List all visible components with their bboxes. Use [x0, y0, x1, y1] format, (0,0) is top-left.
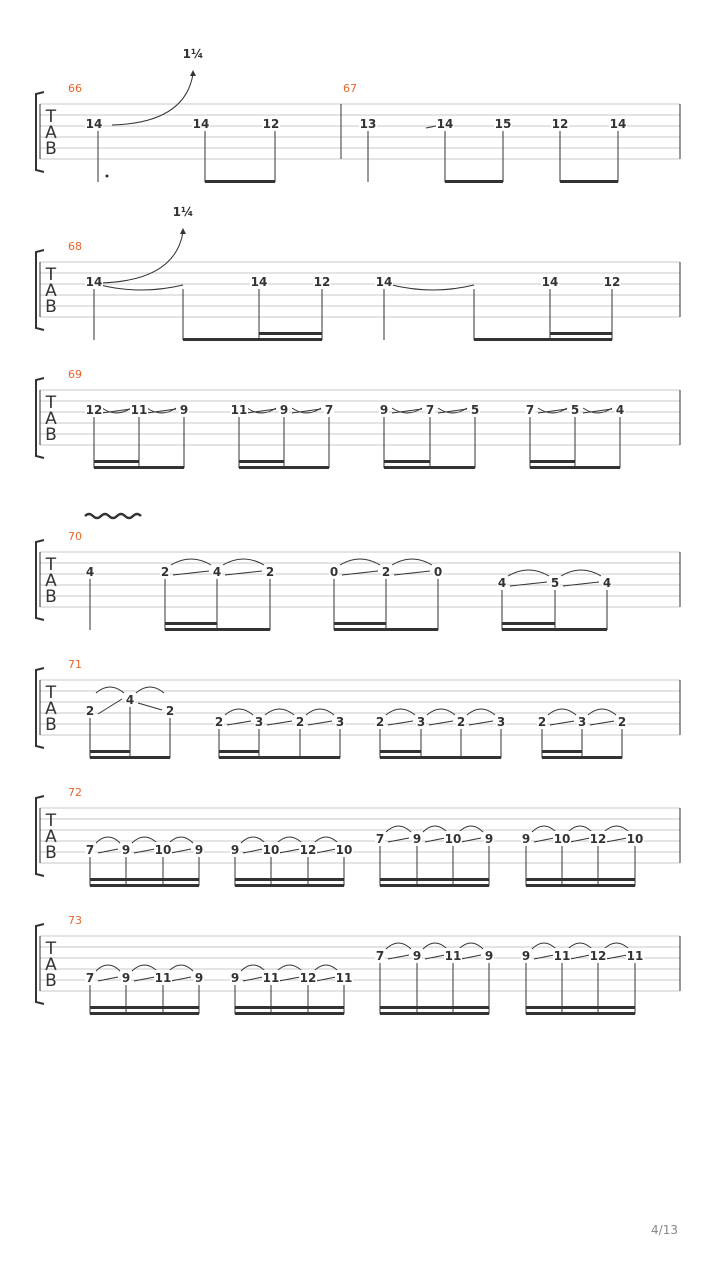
- tab-clef-a: A: [45, 281, 57, 301]
- slur: [459, 826, 483, 832]
- fret-number: 11: [553, 949, 571, 963]
- system-5: [36, 658, 680, 759]
- beam: [526, 878, 635, 881]
- measure-number: 68: [68, 240, 82, 253]
- fret-number: 2: [456, 715, 466, 729]
- slur: [223, 559, 264, 565]
- fret-number: 12: [313, 275, 331, 289]
- tab-clef-b: B: [45, 715, 57, 735]
- fret-number: 11: [230, 403, 248, 417]
- fret-number: 12: [589, 832, 607, 846]
- fret-number: 7: [375, 949, 385, 963]
- beam: [334, 622, 386, 625]
- beam: [380, 878, 489, 881]
- fret-number: 12: [551, 117, 569, 131]
- fret-number: 2: [617, 715, 627, 729]
- vibrato-mark: [85, 514, 141, 518]
- slur: [386, 709, 415, 715]
- slide-line: [138, 703, 162, 710]
- slur: [169, 837, 193, 843]
- system-7: [36, 914, 680, 1015]
- slur: [459, 943, 483, 949]
- tab-clef-a: A: [45, 123, 57, 143]
- fret-number: 2: [375, 715, 385, 729]
- fret-number: 4: [497, 576, 507, 590]
- fret-number: 2: [85, 704, 95, 718]
- slur: [314, 965, 338, 971]
- beam: [550, 332, 612, 335]
- bend-amount: 1¼: [182, 47, 204, 61]
- slur: [561, 570, 601, 576]
- slur: [241, 965, 265, 971]
- beam: [542, 750, 582, 753]
- fret-number: 7: [85, 843, 95, 857]
- fret-number: 11: [154, 971, 172, 985]
- bend-amount: 1¼: [172, 205, 194, 219]
- beam: [526, 1006, 635, 1009]
- fret-number: 4: [602, 576, 612, 590]
- fret-number: 4: [85, 565, 95, 579]
- fret-number: 2: [381, 565, 391, 579]
- beam: [380, 1006, 489, 1009]
- fret-number: 11: [130, 403, 148, 417]
- system-6: [36, 786, 680, 887]
- fret-number: 13: [359, 117, 377, 131]
- slur: [392, 559, 432, 565]
- fret-number: 9: [230, 843, 240, 857]
- fret-number: 2: [160, 565, 170, 579]
- beam: [384, 466, 475, 469]
- beam: [90, 1012, 199, 1015]
- beam: [205, 180, 275, 183]
- measure-number: 71: [68, 658, 82, 671]
- slur: [568, 826, 592, 832]
- slur: [427, 709, 455, 715]
- slur: [467, 709, 495, 715]
- slur: [386, 943, 411, 949]
- measure-number: 70: [68, 530, 82, 543]
- beam: [239, 460, 284, 463]
- tab-clef-b: B: [45, 297, 57, 317]
- beam: [235, 884, 344, 887]
- fret-number: 11: [626, 949, 644, 963]
- fret-number: 7: [324, 403, 334, 417]
- beam: [502, 622, 555, 625]
- tab-clef-t: T: [45, 265, 57, 285]
- slur: [241, 837, 265, 843]
- fret-number: 14: [436, 117, 454, 131]
- beam: [90, 884, 199, 887]
- slur: [423, 826, 447, 832]
- tab-clef-b: B: [45, 971, 57, 991]
- fret-number: 9: [521, 832, 531, 846]
- tab-clef-t: T: [45, 683, 57, 703]
- tab-clef-b: B: [45, 425, 57, 445]
- fret-number: 3: [496, 715, 506, 729]
- measure-number: 66: [68, 82, 82, 95]
- beam: [94, 460, 139, 463]
- tab-clef-a: A: [45, 827, 57, 847]
- beam: [219, 750, 259, 753]
- beam: [90, 750, 130, 753]
- measure-number: 72: [68, 786, 82, 799]
- fret-number: 14: [250, 275, 268, 289]
- fret-number: 10: [553, 832, 571, 846]
- tab-clef-a: A: [45, 571, 57, 591]
- fret-number: 11: [335, 971, 353, 985]
- beam: [334, 628, 438, 631]
- beam: [380, 750, 421, 753]
- fret-number: 5: [550, 576, 560, 590]
- fret-number: 12: [299, 843, 317, 857]
- fret-number: 7: [85, 971, 95, 985]
- beam: [165, 628, 270, 631]
- beam: [526, 884, 635, 887]
- slur: [96, 837, 120, 843]
- slur: [392, 285, 474, 290]
- slur: [604, 826, 629, 832]
- slur: [132, 837, 157, 843]
- slur: [100, 285, 183, 290]
- fret-number: 2: [214, 715, 224, 729]
- fret-number: 7: [425, 403, 435, 417]
- slur: [386, 826, 411, 832]
- fret-number: 2: [537, 715, 547, 729]
- fret-number: 9: [521, 949, 531, 963]
- slur: [604, 943, 629, 949]
- tab-clef-b: B: [45, 587, 57, 607]
- beam: [380, 1012, 489, 1015]
- tab-clef-t: T: [45, 555, 57, 575]
- system-3: [36, 368, 680, 469]
- beam: [90, 756, 170, 759]
- fret-number: 10: [335, 843, 353, 857]
- slur: [265, 709, 294, 715]
- fret-number: 4: [615, 403, 625, 417]
- fret-number: 11: [262, 971, 280, 985]
- fret-number: 2: [265, 565, 275, 579]
- beam: [94, 466, 184, 469]
- tab-clef-t: T: [45, 107, 57, 127]
- fret-number: 9: [179, 403, 189, 417]
- fret-number: 9: [484, 832, 494, 846]
- system-2: [36, 205, 680, 341]
- beam: [526, 1012, 635, 1015]
- fret-number: 9: [121, 843, 131, 857]
- fret-number: 14: [192, 117, 210, 131]
- slur: [568, 943, 592, 949]
- fret-number: 2: [165, 704, 175, 718]
- fret-number: 2: [295, 715, 305, 729]
- tab-clef-t: T: [45, 393, 57, 413]
- slur: [225, 709, 253, 715]
- beam: [445, 180, 503, 183]
- fret-number: 10: [444, 832, 462, 846]
- fret-number: 14: [375, 275, 393, 289]
- fret-number: 3: [335, 715, 345, 729]
- beam: [474, 338, 612, 341]
- beam: [259, 332, 322, 335]
- slur: [548, 709, 576, 715]
- slur: [277, 837, 302, 843]
- fret-number: 10: [262, 843, 280, 857]
- fret-number: 14: [541, 275, 559, 289]
- beam: [380, 884, 489, 887]
- slur: [532, 826, 556, 832]
- bend-arrow: [190, 70, 196, 76]
- fret-number: 5: [470, 403, 480, 417]
- fret-number: 9: [194, 843, 204, 857]
- fret-number: 12: [85, 403, 103, 417]
- beam: [560, 180, 618, 183]
- fret-number: 9: [194, 971, 204, 985]
- tab-clef-a: A: [45, 699, 57, 719]
- fret-number: 12: [603, 275, 621, 289]
- fret-number: 5: [570, 403, 580, 417]
- slur: [314, 837, 338, 843]
- slur: [171, 559, 211, 565]
- fret-number: 3: [254, 715, 264, 729]
- bend-curve: [100, 232, 183, 283]
- tab-clef-b: B: [45, 843, 57, 863]
- fret-number: 10: [626, 832, 644, 846]
- slur: [588, 709, 616, 715]
- fret-number: 15: [494, 117, 512, 131]
- fret-number: 0: [329, 565, 339, 579]
- tab-clef-t: T: [45, 811, 57, 831]
- fret-number: 3: [416, 715, 426, 729]
- fret-number: 9: [121, 971, 131, 985]
- measure-number: 67: [343, 82, 357, 95]
- slur: [277, 965, 302, 971]
- system-1: [36, 47, 680, 183]
- slur: [96, 687, 124, 693]
- beam: [235, 878, 344, 881]
- system-4: [36, 514, 680, 631]
- fret-number: 3: [577, 715, 587, 729]
- slur: [96, 965, 120, 971]
- slur: [532, 943, 556, 949]
- beam: [183, 338, 322, 341]
- beam: [530, 460, 575, 463]
- fret-number: 7: [525, 403, 535, 417]
- page-number: 4/13: [651, 1223, 678, 1237]
- beam: [502, 628, 607, 631]
- fret-number: 7: [375, 832, 385, 846]
- beam: [542, 756, 622, 759]
- slur: [306, 709, 334, 715]
- beam: [384, 460, 430, 463]
- slur: [508, 570, 549, 576]
- measure-number: 73: [68, 914, 82, 927]
- fret-number: 4: [212, 565, 222, 579]
- fret-number: 9: [230, 971, 240, 985]
- slur: [423, 943, 447, 949]
- dot: [106, 175, 109, 178]
- measure-number: 69: [68, 368, 82, 381]
- beam: [530, 466, 620, 469]
- beam: [239, 466, 329, 469]
- fret-number: 9: [412, 832, 422, 846]
- beam: [90, 878, 199, 881]
- fret-number: 12: [589, 949, 607, 963]
- fret-number: 12: [299, 971, 317, 985]
- slide-line: [98, 699, 122, 714]
- slur: [340, 559, 380, 565]
- slur: [132, 965, 157, 971]
- fret-number: 12: [262, 117, 280, 131]
- fret-number: 14: [609, 117, 627, 131]
- beam: [235, 1006, 344, 1009]
- beam: [235, 1012, 344, 1015]
- fret-number: 0: [433, 565, 443, 579]
- tab-clef-a: A: [45, 955, 57, 975]
- beam: [219, 756, 340, 759]
- fret-number: 9: [279, 403, 289, 417]
- tab-clef-b: B: [45, 139, 57, 159]
- beam: [90, 1006, 199, 1009]
- bend-arrow: [180, 228, 186, 234]
- beam: [165, 622, 217, 625]
- fret-number: 14: [85, 117, 103, 131]
- fret-number: 4: [125, 693, 135, 707]
- fret-number: 9: [379, 403, 389, 417]
- fret-number: 14: [85, 275, 103, 289]
- bend-curve: [112, 74, 193, 125]
- fret-number: 9: [484, 949, 494, 963]
- fret-number: 11: [444, 949, 462, 963]
- tab-clef-t: T: [45, 939, 57, 959]
- fret-number: 10: [154, 843, 172, 857]
- slur: [136, 687, 164, 693]
- tab-clef-a: A: [45, 409, 57, 429]
- beam: [380, 756, 501, 759]
- slur: [169, 965, 193, 971]
- fret-number: 9: [412, 949, 422, 963]
